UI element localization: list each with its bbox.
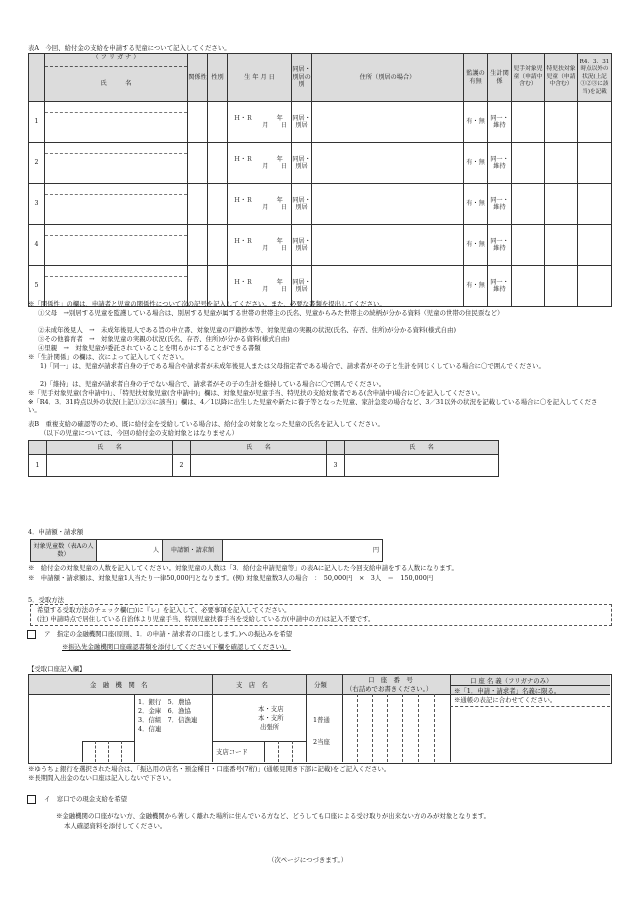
birth-cell[interactable]: Ｈ・Ｒ 年 月 日 bbox=[228, 184, 292, 225]
note-guardian: ②未成年後見人 → 未成年後見人である旨の申立書、対象児童の戸籍抄本等、対象児童の実親の状況(氏名、存否、住所)が分かる資料(様式自由) bbox=[38, 326, 456, 334]
special-allowance-cell[interactable] bbox=[545, 102, 578, 143]
table-a-title: 表A 今回、給付金の支給を申請する児童について記入してください。 bbox=[28, 44, 231, 52]
account-number-subheader: （右詰めでお書きください。） bbox=[346, 685, 433, 693]
support-header: 生計関係 bbox=[488, 54, 512, 102]
custody-cell[interactable]: 有・無 bbox=[464, 266, 488, 307]
address-cell[interactable] bbox=[312, 102, 464, 143]
name-header: 氏 名 bbox=[100, 80, 132, 87]
table-b bbox=[28, 440, 499, 477]
b-name-cell-3[interactable] bbox=[345, 455, 499, 477]
branch-type-option[interactable]: 出張所 bbox=[260, 723, 280, 731]
account-note-2: ※長期間入出金のない口座は記入しないで下さい。 bbox=[28, 774, 175, 782]
name-cell[interactable] bbox=[45, 184, 188, 225]
special-allowance-header: 特児扶対象児童（申請中含む） bbox=[545, 54, 578, 102]
cohab-header: 同居・別居の別 bbox=[292, 54, 312, 102]
b-name-cell-2[interactable] bbox=[191, 455, 327, 477]
child-allowance-header: 児手対象児童（申請中含む） bbox=[512, 54, 545, 102]
option-cash-checkbox[interactable] bbox=[27, 795, 36, 804]
custody-cell[interactable]: 有・無 bbox=[464, 184, 488, 225]
b-name-cell-1[interactable] bbox=[47, 455, 173, 477]
account-title: 【受取口座記入欄】 bbox=[28, 665, 86, 673]
page-footer: （次ページにつづきます。） bbox=[268, 856, 348, 864]
note-parent: ①父母 →別居する児童を監護している場合は、別居する児童が属する世帯の世帯主の氏名、児童からみた世帯主の続柄が分かる資料（児童の世帯の住民票など） bbox=[38, 309, 504, 317]
account-number-header: 口 座 番 号 bbox=[368, 676, 413, 684]
support-cell[interactable]: 同一・維持 bbox=[488, 266, 512, 307]
sex-cell[interactable] bbox=[208, 102, 228, 143]
child-allowance-cell[interactable] bbox=[512, 102, 545, 143]
sex-header: 性別 bbox=[208, 54, 228, 102]
bank-type-option[interactable]: 3．信組 7．信漁連 bbox=[138, 716, 198, 724]
b-number-2: 2 bbox=[173, 455, 191, 477]
option-cash-note-2: 本人確認資料を添付してください。 bbox=[64, 822, 167, 830]
note-status: ※「R4．3．31時点以外の状況(上記①②③に該当)」欄は、4／1以降に出生した児童や新たに養子等となった児童、家計急変の場合など、3／31以外の状況を記載している場合に〇を記入してください。 bbox=[28, 398, 598, 415]
amount-label: 申請額・請求額 bbox=[163, 540, 223, 562]
status-cell[interactable] bbox=[578, 102, 612, 143]
sex-cell[interactable] bbox=[208, 184, 228, 225]
table-row bbox=[29, 184, 612, 225]
sex-cell[interactable] bbox=[208, 143, 228, 184]
support-cell[interactable]: 同一・維持 bbox=[488, 102, 512, 143]
special-allowance-cell[interactable] bbox=[545, 143, 578, 184]
section4-title: 4．申請額・請求額 bbox=[28, 528, 84, 536]
instruction-box bbox=[30, 604, 612, 626]
relation-cell[interactable] bbox=[188, 225, 208, 266]
support-cell[interactable]: 同一・維持 bbox=[488, 184, 512, 225]
birth-cell[interactable]: Ｈ・Ｒ 年 月 日 bbox=[228, 102, 292, 143]
birth-cell[interactable]: Ｈ・Ｒ 年 月 日 bbox=[228, 266, 292, 307]
bank-name-field[interactable] bbox=[28, 694, 134, 761]
note-allowance: ※「児手対象児童(含申請中)」、「特児扶対象児童(含申請中)」欄は、対象児童が児童手当、特児扶の支給対象者である(含申請中)場合に〇を記入してください。 bbox=[28, 389, 484, 397]
birth-cell[interactable]: Ｈ・Ｒ 年 月 日 bbox=[228, 225, 292, 266]
name-cell[interactable] bbox=[45, 102, 188, 143]
bank-type-option[interactable]: 2．金庫 6．漁協 bbox=[138, 707, 191, 715]
account-type-header: 分類 bbox=[314, 681, 327, 689]
option-bank-checkbox[interactable] bbox=[27, 630, 36, 639]
custody-header: 監護の有無 bbox=[464, 54, 488, 102]
account-number-boxes[interactable] bbox=[434, 694, 435, 762]
note-same: 1)「同一」は、児童が請求者自身の子である場合や請求者が未成年後見人または父母指定者である場合で、請求者がその子と生計を同じくしている場合に〇で囲んでください。 bbox=[40, 362, 545, 370]
status-header: R4．3．31時点以外の状況(上記①②③に該当)を記載 bbox=[578, 54, 612, 102]
address-cell[interactable] bbox=[312, 184, 464, 225]
holder-note-2: ※通帳の表記に合わせてください。 bbox=[454, 696, 557, 704]
row-number: 3 bbox=[29, 184, 45, 225]
table-row bbox=[29, 143, 612, 184]
child-allowance-cell[interactable] bbox=[512, 225, 545, 266]
option-bank-note: ※振込先金融機関口座確認書類を添付してください(下欄を確認してください)。 bbox=[62, 643, 291, 651]
b-name-header-2: 氏 名 bbox=[191, 441, 327, 455]
row-number: 5 bbox=[29, 266, 45, 307]
amount-table bbox=[30, 539, 383, 562]
branch-code-label: 支店コード bbox=[216, 748, 248, 756]
table-row bbox=[29, 102, 612, 143]
bank-type-option[interactable]: 4．信連 bbox=[138, 725, 162, 733]
table-b-subtitle: （以下の児童については、今回の給付金の支給対象とはなりません） bbox=[40, 429, 238, 437]
holder-header: 口 座 名 義（フリガナのみ） bbox=[470, 677, 553, 685]
instruction-line-1: 希望する受取方法のチェック欄(□)に『レ』を記入して、必要事項を記入してください。 bbox=[37, 606, 291, 614]
birth-header: 生 年 月 日 bbox=[228, 54, 292, 102]
b-name-header-3: 氏 名 bbox=[345, 441, 499, 455]
address-header: 住所（別居の場合） bbox=[312, 54, 464, 102]
child-allowance-cell[interactable] bbox=[512, 184, 545, 225]
cohab-cell[interactable]: 同居・別居 bbox=[292, 102, 312, 143]
special-allowance-cell[interactable] bbox=[545, 225, 578, 266]
status-cell[interactable] bbox=[578, 143, 612, 184]
note-maintain: 2)「維持」は、児童が請求者自身の子でない場合で、請求者がその子の生計を維持している場合に〇で囲んでください。 bbox=[40, 380, 386, 388]
b-number-1: 1 bbox=[29, 455, 47, 477]
relation-cell[interactable] bbox=[188, 143, 208, 184]
kana-header: （ フ リ ガ ナ ） bbox=[45, 54, 187, 67]
option-cash-label: イ 窓口での現金支給を希望 bbox=[44, 795, 128, 803]
support-cell[interactable]: 同一・維持 bbox=[488, 143, 512, 184]
birth-cell[interactable]: Ｈ・Ｒ 年 月 日 bbox=[228, 143, 292, 184]
table-a bbox=[28, 53, 612, 307]
option-cash-note-1: ※金融機関の口座がない方、金融機関から著しく離れた場所に住んでいる方など、どうしても口座による受け取りが出来ない方のみが対象となります。 bbox=[56, 812, 491, 820]
name-cell[interactable] bbox=[45, 225, 188, 266]
child-count-label: 対象児童数（表Aの人数） bbox=[31, 540, 97, 562]
cohab-cell[interactable]: 同居・別居 bbox=[292, 266, 312, 307]
branch-code-boxes[interactable] bbox=[292, 741, 293, 762]
b-name-header-1: 氏 名 bbox=[47, 441, 173, 455]
account-note-1: ※ゆうちょ銀行を選択された場合は、「振込用の店名・預金種目・口座番号(7桁)」(通帳見開き下部に記載)をご記入ください。 bbox=[28, 765, 391, 773]
custody-cell[interactable]: 有・無 bbox=[464, 225, 488, 266]
bank-code-boxes[interactable] bbox=[134, 741, 135, 762]
cohab-cell[interactable]: 同居・別居 bbox=[292, 225, 312, 266]
amount-field[interactable]: 円 bbox=[223, 540, 383, 562]
custody-cell[interactable]: 有・無 bbox=[464, 143, 488, 184]
note-foster: ④里親 → 対象児童が委託されていることを明らかにすることができる書類 bbox=[38, 344, 261, 352]
note-other-carer: ③その他養育者 → 対象児童の実親の状況(氏名、存否、住所)が分かる資料(様式自由) bbox=[38, 335, 290, 343]
section4-note1: ※ 給付金の対象児童の人数を記入してください。対象児童の人数は「3．給付金申請児童等」の表Aに記入した今回支給申請をする人数になります。 bbox=[28, 564, 458, 572]
section5-title: 5．受取方法 bbox=[28, 596, 65, 604]
note-support: ※「生計関係」の欄は、次によって記入してください。 bbox=[28, 353, 188, 361]
address-cell[interactable] bbox=[312, 143, 464, 184]
table-a-corner bbox=[29, 54, 45, 102]
b-number-3: 3 bbox=[327, 455, 345, 477]
option-bank-label: ア 指定の金融機関口座(原則、1．の申請・請求者の口座とします。)への振込みを希望 bbox=[44, 630, 293, 638]
kana-name-header bbox=[45, 54, 188, 102]
relation-cell[interactable] bbox=[188, 184, 208, 225]
account-type-option[interactable]: 1普通 bbox=[313, 716, 330, 724]
status-cell[interactable] bbox=[578, 184, 612, 225]
child-count-field[interactable]: 人 bbox=[97, 540, 163, 562]
row-number: 4 bbox=[29, 225, 45, 266]
row-number: 1 bbox=[29, 102, 45, 143]
section4-note2: ※ 申請額・請求額は、対象児童1人当たり一律50,000円となります。(例) 対象児童数3人の場合 ： 50,000円 × 3人 ＝ 150,000円 bbox=[28, 574, 434, 582]
note-relation: ※「関係性」の欄は、申請者と児童の関係性について次の記号を記入してください。また、必要な書類を提出してください。 bbox=[28, 300, 386, 308]
child-allowance-cell[interactable] bbox=[512, 143, 545, 184]
name-cell[interactable] bbox=[45, 143, 188, 184]
table-b-title: 表B 重複支給の確認等のため、既に給付金を受給している場合は、給付金の対象となった児童の氏名を記入してください。 bbox=[28, 420, 384, 428]
table-row bbox=[29, 225, 612, 266]
instruction-line-2: (注) 申請時点で居住している自治体より児童手当、特別児童扶養手当を受給している方(申請中の方)は記入不要です。 bbox=[37, 615, 375, 623]
row-number: 2 bbox=[29, 143, 45, 184]
bank-type-option[interactable]: 1．銀行 5．農協 bbox=[138, 698, 191, 706]
special-allowance-cell[interactable] bbox=[545, 184, 578, 225]
sex-cell[interactable] bbox=[208, 225, 228, 266]
bank-name-header: 金 融 機 関 名 bbox=[90, 681, 148, 689]
branch-name-header: 支 店 名 bbox=[236, 681, 268, 689]
address-cell[interactable] bbox=[312, 225, 464, 266]
relation-header: 関係性 bbox=[188, 54, 208, 102]
status-cell[interactable] bbox=[578, 225, 612, 266]
branch-type-option[interactable]: 本・支所 bbox=[258, 714, 284, 722]
cohab-cell[interactable]: 同居・別居 bbox=[292, 143, 312, 184]
cohab-cell[interactable]: 同居・別居 bbox=[292, 184, 312, 225]
custody-cell[interactable]: 有・無 bbox=[464, 102, 488, 143]
relation-cell[interactable] bbox=[188, 102, 208, 143]
holder-field[interactable] bbox=[451, 707, 609, 761]
branch-type-option[interactable]: 本・支店 bbox=[258, 705, 284, 713]
account-type-option[interactable]: 2当座 bbox=[313, 738, 330, 746]
support-cell[interactable]: 同一・維持 bbox=[488, 225, 512, 266]
holder-note-1: ※「1．申請・請求者」名義に限る。 bbox=[454, 687, 561, 695]
